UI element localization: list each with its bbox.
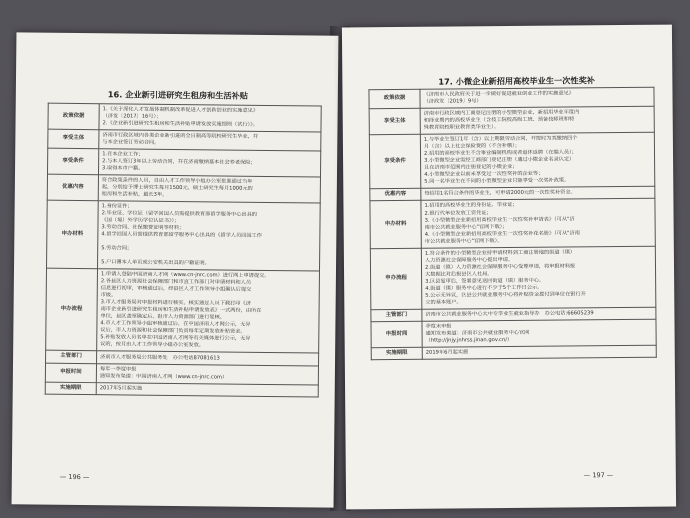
row-label: 主管部门 xyxy=(46,351,97,364)
row-label: 申报时间 xyxy=(371,321,422,347)
content-line: 通知发布渠道：济南市公共就业服务中心官网 xyxy=(425,329,530,337)
content-line: （http://jnjy.jnhrss.jinan.gov.cn/） xyxy=(425,337,513,344)
row-label: 实施期限 xyxy=(371,347,422,360)
content-line: 5.补贴发放人员名单在中国济南人才网等有关媒体进行公示，无异 xyxy=(100,334,251,343)
content-line: 2019年6月起实施 xyxy=(425,349,469,356)
content-line: （济政发〔2019〕9号） xyxy=(423,98,482,105)
left-page xyxy=(12,32,339,507)
page-title: 17. 小微企业新招用高校毕业生一次性奖补 xyxy=(438,75,595,87)
row-label: 申办流程 xyxy=(46,268,98,351)
row-label: 享受条件 xyxy=(369,134,420,189)
row-label: 申办材料 xyxy=(47,200,99,269)
table-row xyxy=(369,132,654,189)
row-content xyxy=(99,130,321,151)
table-row xyxy=(371,345,656,360)
content-line: 2.招用的高校毕业生不含事业编制机构或者退休返聘（在编人员）； xyxy=(423,149,577,157)
table-row xyxy=(369,106,654,135)
row-content xyxy=(421,199,655,248)
table-row xyxy=(371,319,656,348)
row-label: 享受条件 xyxy=(47,148,98,175)
table-row xyxy=(369,87,654,109)
content-line: 3.区县复审后，签署意见送回街道（镇）服务中心。 xyxy=(425,277,545,285)
row-content xyxy=(420,132,654,188)
row-label: 申报时间 xyxy=(45,363,96,383)
content-line: 每招用1名符合条件的毕业生，可申请2000元的一次性奖补资金。 xyxy=(424,189,576,198)
page-title: 16. 企业新引进研究生租房和生活补贴 xyxy=(107,89,249,101)
content-line: 单位，县区盖章确定后，报市人力资源部门进行复核。 xyxy=(100,313,226,321)
content-line: 5.同一名毕业生在不同的小型微型企业只能享受一次奖补政策。 xyxy=(424,177,570,185)
row-content xyxy=(98,149,320,177)
content-line: 月（含）以上社会保险费的（不含补缴）； xyxy=(423,142,520,150)
table-row xyxy=(370,199,655,249)
content-line: 5.公示无异议，区县公共就业服务中心将补贴资金拨付到单位在银行开 xyxy=(425,291,586,299)
content-line: 立的基本账户。 xyxy=(425,299,462,306)
row-label: 享受主体 xyxy=(48,129,99,149)
content-line: 通知发布渠道：中国济南人才网（www.cn-jnrc.com） xyxy=(99,373,228,381)
content-line: 2017年5月起实施 xyxy=(99,385,143,392)
content-line: 5.户口簿本人单页或公安机关出具的户籍证明。 xyxy=(101,259,210,267)
content-line: 4.街道（镇）服务中心进行不少于5个工作日公示。 xyxy=(425,284,543,292)
content-line: 和择业期内的高校毕业生（含技工院校高级工班、预备技师班和特 xyxy=(423,116,575,124)
table-row xyxy=(47,174,320,203)
row-content xyxy=(422,319,656,347)
row-label: 政策依据 xyxy=(369,89,420,108)
content-line: 3.小型微型企业需经工商部门登记注册（通过小微企业名录认定） xyxy=(424,156,575,164)
row-content xyxy=(420,106,654,134)
content-line: （济发〔2017〕16号）； xyxy=(102,113,162,120)
content-line: 且在济南市范围内注册登记的小微企业； xyxy=(424,164,518,171)
content-line: 济南市公共就业服务中心大中专毕业生就业指导办 办公电话:66605239 xyxy=(425,310,594,318)
row-label: 享受主体 xyxy=(369,108,420,134)
content-line: 3.《小型微型企业新招用高校毕业生一次性奖补申请表》（可从"济 xyxy=(424,215,575,224)
content-line: 1.申请人登陆中国济南人才网（www.cn-jnrc.com）进行网上申请提交。 xyxy=(100,271,270,280)
row-content xyxy=(98,201,321,271)
row-label: 主管部门 xyxy=(371,309,422,322)
content-line: 4.小型微型企业以前未享受过一次性奖补的企业等； xyxy=(424,170,544,178)
row-label: 优惠内容 xyxy=(47,174,98,201)
table-row xyxy=(47,148,320,177)
content-line: 4.留学回国人员需提供教育部留学服务中心出具的《留学人员回国工作 xyxy=(101,231,262,240)
page-number: — 197 — xyxy=(583,471,614,480)
row-content xyxy=(99,104,321,132)
content-line: 5.劳动合同； xyxy=(101,245,133,252)
content-line: 信息进行初审，审核通过后，经县区人才工作领导小组确认后提交 xyxy=(100,285,252,294)
right-page xyxy=(342,25,676,510)
content-line: 1.符合条件的小型微型企业持申请材料到工商注册地的街道（镇） xyxy=(424,249,576,257)
content-line: 2.与本人签订3年以上劳动合同，并在济南缴纳基本社会养老保险； xyxy=(102,158,256,166)
row-content xyxy=(97,269,320,353)
content-line: 2.街道（镇）人力资源社会保障服务中心受理申请，将申报材料报 xyxy=(424,263,576,271)
content-line: 殊教育院校职业教育类毕业生）。 xyxy=(423,124,500,131)
content-line: 南市公共就业服务中心"官网下载）； xyxy=(424,223,508,231)
row-label: 实施期限 xyxy=(45,382,96,395)
row-content xyxy=(96,363,318,384)
row-content xyxy=(422,345,656,359)
content-line: 2.《企业新引进研究生租房和生活补贴申请发放实施细则（试行）》。 xyxy=(102,120,258,128)
content-line: 3.取得本市户籍。 xyxy=(102,165,144,172)
content-line: 2.各县区人力资源社会保障部门和市直工作部门对申请材料和人员 xyxy=(100,278,252,287)
content-line: 4.《小型微型企业新招用高校毕业生一次性奖补花名册》（可从"济南 xyxy=(424,229,580,238)
row-label: 优惠内容 xyxy=(370,188,421,201)
content-line: 《国（境）外学历学位认证书》）； xyxy=(101,217,180,225)
content-line: 1.在本企业工作； xyxy=(102,151,144,158)
content-line: 1.与毕业生签订1年（含）以上期限劳动合同，并按时为其缴纳四个 xyxy=(423,135,578,143)
content-line: 大数据比对后报县区人社局。 xyxy=(425,270,493,278)
content-line: 市级。 xyxy=(100,292,117,299)
content-line: 2.毕业证、学位证（留学回国人员需提供教育部留学服务中心出具的 xyxy=(101,210,258,219)
row-label: 政策依据 xyxy=(48,103,99,130)
content-line: 1.《关于深化人才发展体制机制改革促进人才创新创业的实施意见》 xyxy=(102,106,259,114)
row-content xyxy=(96,382,318,397)
content-line: 每年一季度申报 xyxy=(99,366,137,373)
content-line: 1.招用的高校毕业生的身份证、毕业证； xyxy=(424,202,518,210)
content-line: 南市企业新引进研究生租房和生活补贴申请发放表》一式两份，由所在 xyxy=(100,306,262,315)
table-row xyxy=(46,268,320,353)
content-line: 与本企业签订劳动合同。 xyxy=(102,139,160,146)
content-line: 4.市人才工作领导小组审核通过后，在中国济南人才网公示，无异 xyxy=(100,320,251,329)
content-line: 起，分别给予博士研究生每月1500元、硕士研究生每月1000元的 xyxy=(101,184,253,192)
content-line: 人力资源社会保障服务中心提出申请。 xyxy=(424,256,514,264)
row-label: 申办流程 xyxy=(370,248,422,310)
content-line: 济南市行政区域内各类企业新引进的全日制高等院校研究生毕业，并 xyxy=(102,132,259,140)
row-content xyxy=(98,175,320,203)
content-line: 济南市行政区域内工商登记注册的小型微型企业，新招用毕业年度内 xyxy=(423,109,580,117)
table-row xyxy=(45,382,318,397)
content-line: 议的，按月由人才工作领导小组办公室发放。 xyxy=(100,341,205,349)
page-number: — 196 — xyxy=(59,472,90,482)
table-row xyxy=(48,103,321,132)
row-content xyxy=(421,246,656,309)
policy-table xyxy=(368,87,656,361)
content-line: 3.市人才服务局对申报材料进行核实，核实通过人员下载打印《济 xyxy=(100,299,251,308)
content-line: 3.劳动合同、社保缴费证明等材料； xyxy=(101,224,185,232)
content-line: 市公共就业服务中心"官网下载）。 xyxy=(424,237,503,245)
content-line: 租房和生活补贴，最长3年。 xyxy=(101,191,168,199)
content-line: 济南市人才服务局公共服务处 办公电话87081613 xyxy=(100,353,220,362)
content-line: 季度末申报 xyxy=(425,323,452,330)
content-line: 议后，市人力资源和社会保障部门负责每年定期发放补贴资金。 xyxy=(100,327,246,336)
content-line: 2.银行代单位发放工资凭证； xyxy=(424,209,492,217)
row-label: 申办材料 xyxy=(370,201,421,249)
content-line: 符合政策条件的人员，自由人才工作领导小组办公室批准通过当年 xyxy=(101,177,253,185)
policy-table xyxy=(45,103,322,398)
table-row xyxy=(47,200,321,271)
table-row xyxy=(370,246,656,310)
row-content xyxy=(420,87,654,108)
content-line: 《济南市人民政府关于进一步做好促进就业创业工作的实施意见》 xyxy=(423,90,574,98)
content-line: 1.身份证件； xyxy=(101,203,133,210)
